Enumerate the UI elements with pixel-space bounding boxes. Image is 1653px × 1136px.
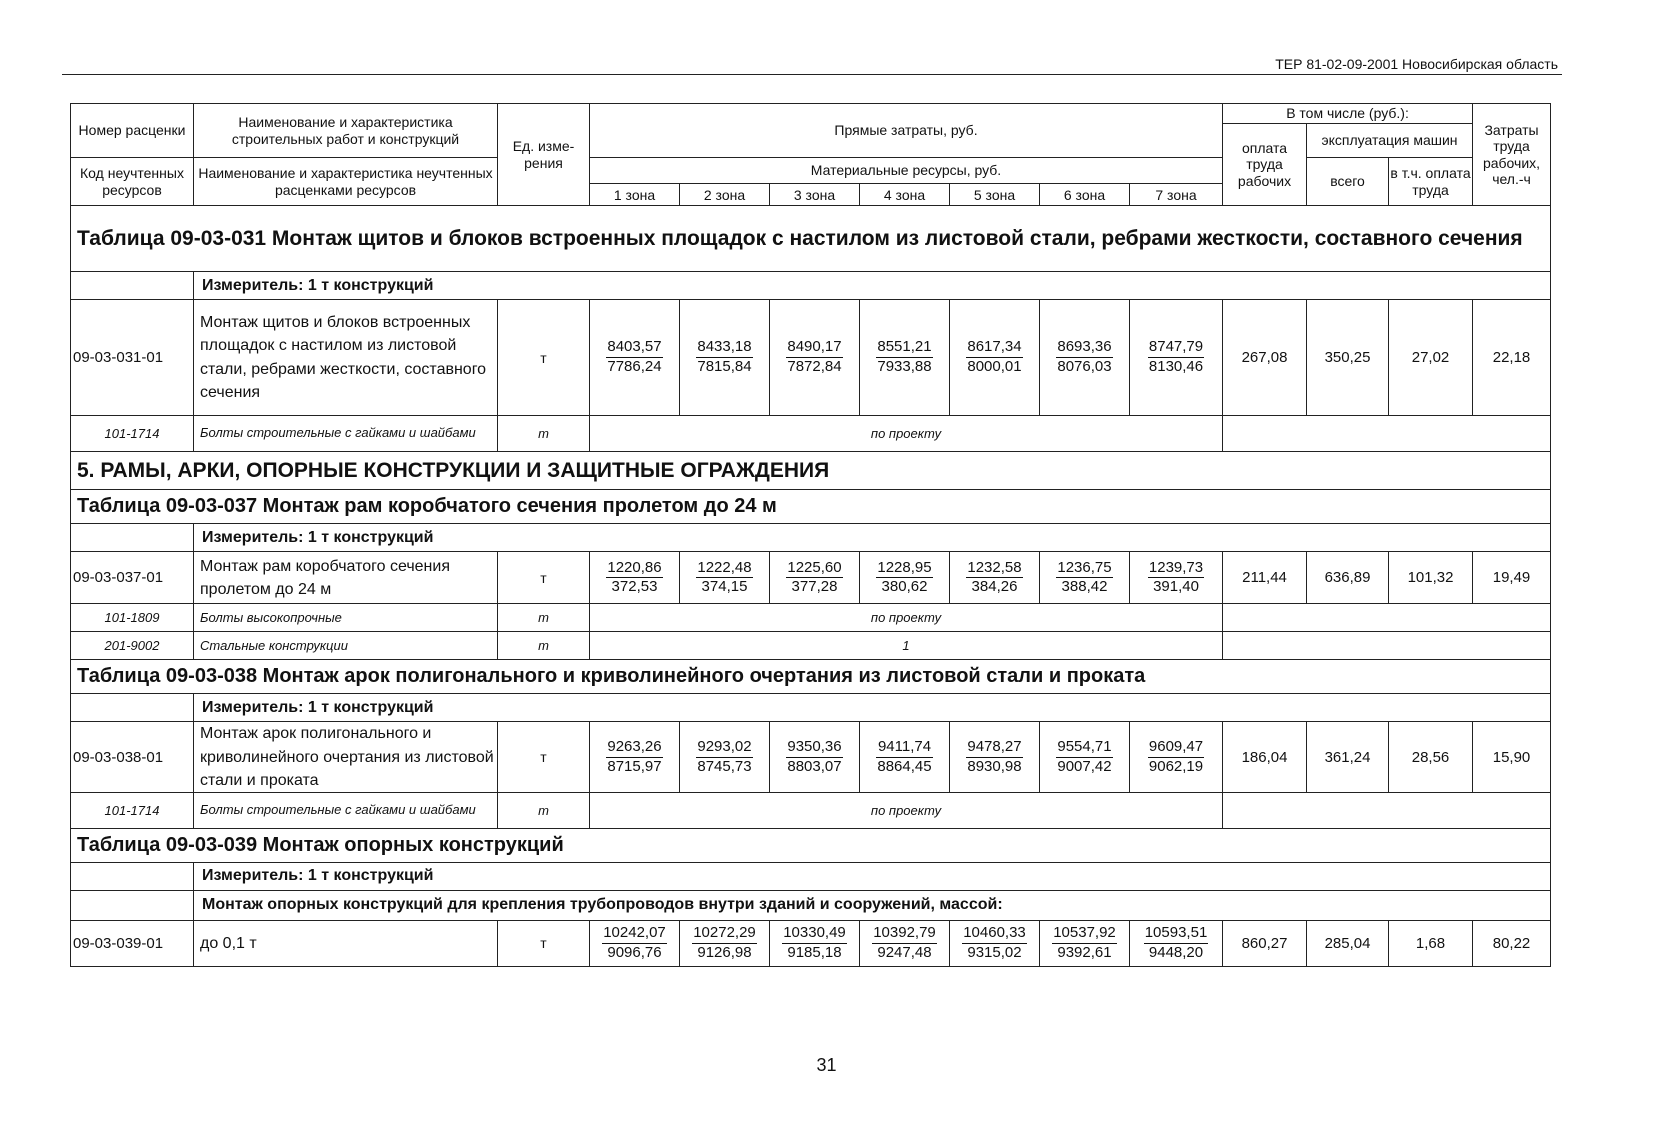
zone-price — [692, 924, 757, 963]
col-res-code: Код неучтенных ресурсов — [71, 158, 194, 206]
table-title: Таблица 09-03-037 Монтаж рам коробчатого сечения пролетом до 24 м — [71, 490, 1551, 524]
zone-material-cost: 8076,03 — [1057, 358, 1112, 375]
zone-price — [606, 338, 662, 377]
zone-6: 6 зона — [1040, 184, 1130, 206]
zone-price — [786, 738, 842, 777]
zone-direct-cost: 8403,57 — [606, 338, 662, 358]
resource-row — [71, 604, 1551, 632]
zone-price — [966, 738, 1022, 777]
col-machines-all: всего — [1307, 158, 1389, 206]
zone-material-cost: 8000,01 — [967, 358, 1022, 375]
labor-value: 19,49 — [1473, 552, 1551, 604]
wages-value: 267,08 — [1223, 300, 1307, 416]
zone-price — [696, 338, 752, 377]
zone-price — [1056, 338, 1112, 377]
subtitle-label: Монтаж опорных конструкций для крепления трубопроводов внутри зданий и сооружений, массой: — [194, 890, 1551, 920]
table-title-row — [71, 206, 1551, 272]
zone-direct-cost: 1236,75 — [1056, 559, 1112, 579]
wages-value: 860,27 — [1223, 920, 1307, 966]
zone-direct-cost: 8693,36 — [1056, 338, 1112, 358]
zone-3: 3 зона — [770, 184, 860, 206]
zone-direct-cost: 1239,73 — [1148, 559, 1204, 579]
zone-price — [876, 559, 932, 598]
zone-price — [876, 738, 932, 777]
resource-unit: т — [498, 416, 590, 452]
zone-price — [966, 559, 1022, 598]
meter-label: Измеритель: 1 т конструкций — [194, 524, 1551, 552]
labor-value: 80,22 — [1473, 920, 1551, 966]
zone-price — [872, 924, 937, 963]
zone-material-cost: 7786,24 — [607, 358, 662, 375]
zone-direct-cost: 9609,47 — [1148, 738, 1204, 758]
zone-direct-cost: 8551,21 — [876, 338, 932, 358]
labor-value: 15,90 — [1473, 722, 1551, 793]
col-unit: Ед. изме-рения — [498, 104, 590, 206]
page-header: ТЕР 81-02-09-2001 Новосибирская область — [1275, 56, 1558, 72]
resource-value: 1 — [590, 632, 1223, 660]
wages-value: 186,04 — [1223, 722, 1307, 793]
header-row-1 — [71, 104, 1551, 124]
zone-material-cost: 8745,73 — [697, 757, 752, 775]
meter-label: Измеритель: 1 т конструкций — [194, 694, 1551, 722]
zone-material-cost: 9392,61 — [1057, 943, 1112, 961]
col-machines-wage: в т.ч. оплата труда — [1389, 158, 1473, 206]
zone-material-cost: 8930,98 — [967, 757, 1022, 775]
zone-price — [876, 338, 932, 377]
rate-name: Монтаж щитов и блоков встроенных площадок с настилом из листовой стали, ребрами жесткости, составного сечения — [194, 300, 498, 416]
rate-code: 09-03-038-01 — [71, 722, 194, 793]
zone-price — [1148, 338, 1204, 377]
col-labor: Затраты труда рабочих, чел.-ч — [1473, 104, 1551, 206]
page-number: 31 — [816, 1055, 837, 1075]
table-title: Таблица 09-03-031 Монтаж щитов и блоков встроенных площадок с настилом из листовой стали, ребрами жесткости, составного сечения — [71, 206, 1551, 272]
wages-value: 211,44 — [1223, 552, 1307, 604]
table-title-row — [71, 490, 1551, 524]
zone-price — [696, 738, 752, 777]
resource-value: по проекту — [590, 416, 1223, 452]
zone-material-cost: 8715,97 — [607, 757, 662, 775]
zone-price — [1144, 924, 1209, 963]
rate-code: 09-03-031-01 — [71, 300, 194, 416]
zone-direct-cost: 8747,79 — [1148, 338, 1204, 358]
resource-name: Болты высокопрочные — [194, 604, 498, 632]
resource-code: 101-1809 — [71, 604, 194, 632]
zone-price — [786, 559, 842, 598]
resource-unit: т — [498, 604, 590, 632]
resource-name: Болты строительные с гайками и шайбами — [194, 416, 498, 452]
zone-direct-cost: 10392,79 — [872, 924, 937, 944]
zone-direct-cost: 10537,92 — [1052, 924, 1117, 944]
col-name: Наименование и характеристика строительных работ и конструкций — [194, 104, 498, 158]
zone-direct-cost: 9554,71 — [1056, 738, 1112, 758]
zone-price — [1056, 559, 1112, 598]
resource-row — [71, 632, 1551, 660]
zone-price — [782, 924, 847, 963]
zone-material-cost: 9247,48 — [877, 943, 932, 961]
zone-material-cost: 9062,19 — [1148, 757, 1204, 775]
meter-label: Измеритель: 1 т конструкций — [194, 272, 1551, 300]
rate-name: Монтаж рам коробчатого сечения пролетом до 24 м — [194, 552, 498, 604]
table-title: Таблица 09-03-038 Монтаж арок полигонального и криволинейного очертания из листовой стали и проката — [71, 660, 1551, 694]
zone-material-cost: 7933,88 — [877, 358, 932, 375]
table-title-row — [71, 828, 1551, 862]
zone-direct-cost: 10272,29 — [692, 924, 757, 944]
zone-material-cost: 9096,76 — [607, 943, 662, 961]
zone-material-cost: 7815,84 — [697, 358, 752, 375]
resource-row — [71, 792, 1551, 828]
zone-material-cost: 9007,42 — [1057, 757, 1112, 775]
col-incl: В том числе (руб.): — [1223, 104, 1473, 124]
zone-direct-cost: 1222,48 — [696, 559, 752, 579]
zone-material-cost: 384,26 — [971, 578, 1018, 596]
zone-material-cost: 9315,02 — [967, 943, 1022, 961]
rate-unit: т — [498, 722, 590, 793]
header-rule — [62, 74, 1562, 75]
zone-direct-cost: 1225,60 — [786, 559, 842, 579]
table-title-row — [71, 660, 1551, 694]
machines-value: 361,24 — [1307, 722, 1389, 793]
resource-unit: т — [498, 792, 590, 828]
resource-row — [71, 416, 1551, 452]
zone-material-cost: 8130,46 — [1148, 358, 1204, 375]
zone-direct-cost: 8617,34 — [966, 338, 1022, 358]
zone-direct-cost: 1232,58 — [966, 559, 1022, 579]
meter-row — [71, 694, 1551, 722]
rate-name: Монтаж арок полигонального и криволинейного очертания из листовой стали и проката — [194, 722, 498, 793]
zone-direct-cost: 9411,74 — [876, 738, 932, 758]
rate-code: 09-03-037-01 — [71, 552, 194, 604]
resource-name: Стальные конструкции — [194, 632, 498, 660]
zone-price — [962, 924, 1027, 963]
meter-label: Измеритель: 1 т конструкций — [194, 862, 1551, 890]
zone-price — [696, 559, 752, 598]
zone-2: 2 зона — [680, 184, 770, 206]
chapter-row — [71, 452, 1551, 490]
zone-direct-cost: 8433,18 — [696, 338, 752, 358]
col-res-name: Наименование и характеристика неучтенных расценками ресурсов — [194, 158, 498, 206]
machines-value: 285,04 — [1307, 920, 1389, 966]
machines-value: 636,89 — [1307, 552, 1389, 604]
zone-material-cost: 388,42 — [1061, 578, 1108, 596]
zone-direct-cost: 1220,86 — [606, 559, 662, 579]
machines-wage-value: 1,68 — [1389, 920, 1473, 966]
zone-material-cost: 374,15 — [701, 578, 748, 596]
rate-code: 09-03-039-01 — [71, 920, 194, 966]
zone-material-cost: 391,40 — [1153, 578, 1199, 596]
rate-row — [71, 920, 1551, 966]
zone-material-cost: 380,62 — [881, 578, 928, 596]
zone-direct-cost: 10593,51 — [1144, 924, 1209, 944]
header-row-3 — [71, 158, 1551, 184]
resource-code: 201-9002 — [71, 632, 194, 660]
resource-code: 101-1714 — [71, 792, 194, 828]
rates-table — [70, 103, 1551, 967]
rate-row — [71, 722, 1551, 793]
col-wages: оплата труда рабочих — [1223, 124, 1307, 206]
machines-wage-value: 28,56 — [1389, 722, 1473, 793]
subtitle-row — [71, 890, 1551, 920]
zone-material-cost: 8803,07 — [787, 757, 842, 775]
machines-wage-value: 101,32 — [1389, 552, 1473, 604]
zone-direct-cost: 1228,95 — [876, 559, 932, 579]
zone-price — [1148, 738, 1204, 777]
zone-price — [602, 924, 667, 963]
zone-price — [606, 738, 662, 777]
col-material: Материальные ресурсы, руб. — [590, 158, 1223, 184]
zone-direct-cost: 8490,17 — [786, 338, 842, 358]
zone-direct-cost: 10460,33 — [962, 924, 1027, 944]
rate-row — [71, 552, 1551, 604]
resource-unit: т — [498, 632, 590, 660]
zone-direct-cost: 10330,49 — [782, 924, 847, 944]
resource-name: Болты строительные с гайками и шайбами — [194, 792, 498, 828]
zone-material-cost: 8864,45 — [877, 757, 932, 775]
meter-row — [71, 862, 1551, 890]
zone-price — [1148, 559, 1204, 598]
rate-name: до 0,1 т — [194, 920, 498, 966]
zone-price — [966, 338, 1022, 377]
zone-material-cost: 372,53 — [611, 578, 658, 596]
zone-direct-cost: 9478,27 — [966, 738, 1022, 758]
machines-value: 350,25 — [1307, 300, 1389, 416]
col-direct-costs: Прямые затраты, руб. — [590, 104, 1223, 158]
labor-value: 22,18 — [1473, 300, 1551, 416]
zone-4: 4 зона — [860, 184, 950, 206]
zone-direct-cost: 10242,07 — [602, 924, 667, 944]
zone-direct-cost: 9350,36 — [786, 738, 842, 758]
zone-material-cost: 7872,84 — [787, 358, 842, 375]
chapter-title: 5. РАМЫ, АРКИ, ОПОРНЫЕ КОНСТРУКЦИИ И ЗАЩИТНЫЕ ОГРАЖДЕНИЯ — [71, 452, 1551, 490]
zone-material-cost: 9448,20 — [1148, 943, 1204, 961]
rate-row — [71, 300, 1551, 416]
zone-price — [786, 338, 842, 377]
meter-row — [71, 524, 1551, 552]
zone-7: 7 зона — [1130, 184, 1223, 206]
rate-unit: т — [498, 300, 590, 416]
meter-row — [71, 272, 1551, 300]
machines-wage-value: 27,02 — [1389, 300, 1473, 416]
zone-material-cost: 9185,18 — [787, 943, 842, 961]
resource-value: по проекту — [590, 792, 1223, 828]
resource-code: 101-1714 — [71, 416, 194, 452]
zone-1: 1 зона — [590, 184, 680, 206]
zone-price — [1056, 738, 1112, 777]
rate-unit: т — [498, 552, 590, 604]
col-rate-number: Номер расценки — [71, 104, 194, 158]
zone-material-cost: 377,28 — [791, 578, 838, 596]
zone-price — [1052, 924, 1117, 963]
zone-direct-cost: 9293,02 — [696, 738, 752, 758]
resource-value: по проекту — [590, 604, 1223, 632]
zone-material-cost: 9126,98 — [697, 943, 752, 961]
rate-unit: т — [498, 920, 590, 966]
table-title: Таблица 09-03-039 Монтаж опорных конструкций — [71, 828, 1551, 862]
col-machines: эксплуатация машин — [1307, 124, 1473, 158]
zone-5: 5 зона — [950, 184, 1040, 206]
zone-price — [606, 559, 662, 598]
zone-direct-cost: 9263,26 — [606, 738, 662, 758]
